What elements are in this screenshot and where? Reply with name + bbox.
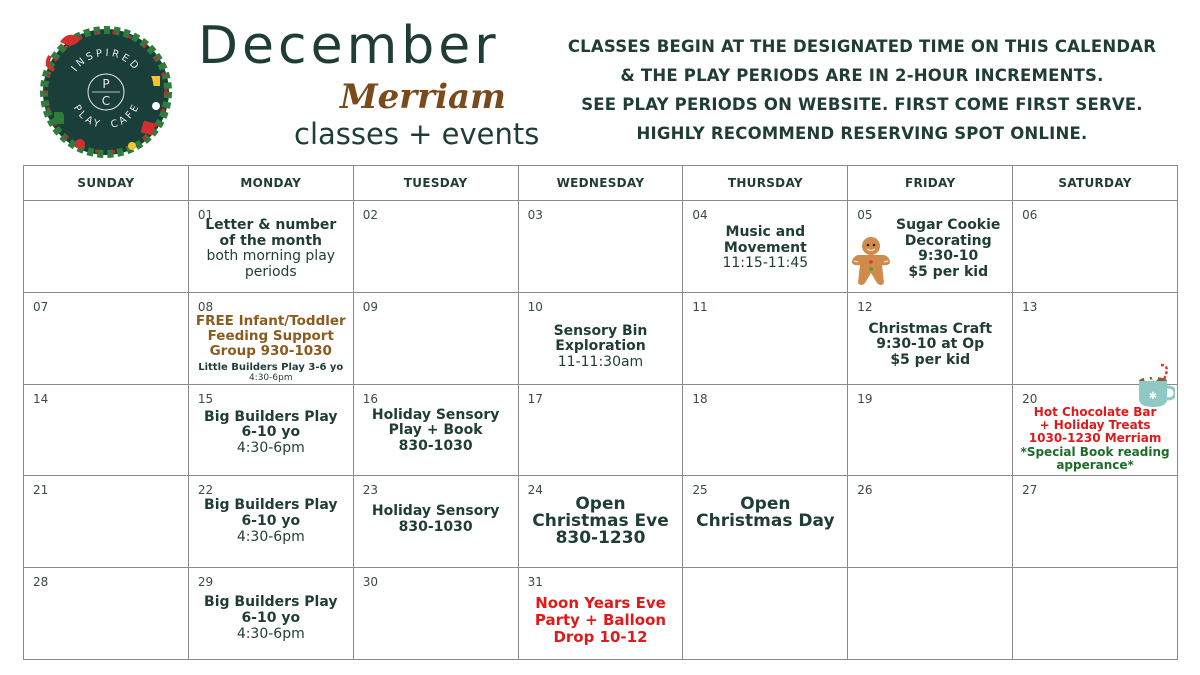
day-cell-21 [24,476,189,568]
calendar-location: Merriam [340,77,507,117]
event-title: Movement [723,239,807,256]
day-cell-empty [24,201,189,293]
event-title: Christmas Eve [532,511,669,532]
event-title: Little Builders Play 3-6 yo [198,361,344,373]
weekday-header-saturday: SATURDAY [1013,166,1178,201]
event-sugar-cookie [884,218,1012,281]
event-time: 9:30-10 [918,248,979,265]
notice-line: CLASSES BEGIN AT THE DESIGNATED TIME ON THIS CALENDAR [567,37,1157,56]
day-number: 22 [197,483,214,498]
event-little-builders [189,362,353,383]
event-sensory-bin [519,324,683,371]
day-cell-29 [189,568,354,660]
day-cell-22 [189,476,354,568]
event-price: $5 per kid [908,264,989,281]
day-number: 21 [33,483,49,498]
event-noon-years-eve [519,595,683,645]
event-christmas-craft [848,322,1012,369]
event-time: 9:30-10 at Op [876,336,985,353]
day-number: 30 [362,575,378,590]
day-cell-03 [519,201,684,293]
day-cell-empty [1013,568,1178,660]
day-cell-empty [683,568,848,660]
notice-text [548,32,1176,148]
logo-text-play: PLAY [70,103,104,131]
day-cell-01 [189,201,354,293]
event-music-movement [683,225,847,272]
day-number: 31 [527,575,543,590]
day-number: 01 [197,208,214,222]
calendar-month-title: December [198,16,500,76]
day-number: 29 [197,575,214,590]
day-number: 27 [1022,483,1038,498]
event-note: apperance* [1056,458,1134,473]
event-title: Party + Balloon [534,610,667,629]
day-cell-10 [519,293,684,385]
day-cell-09 [354,293,519,385]
event-title: Play + Book [388,422,483,439]
day-cell-17 [519,385,684,477]
day-number: 19 [857,391,873,406]
weekday-header-wednesday: WEDNESDAY [519,166,684,201]
weekday-header-tuesday: TUESDAY [354,166,519,201]
logo-text-inspired: INSPIRED [69,47,143,74]
day-number: 12 [857,299,873,314]
event-time: 830-1230 [555,528,646,549]
event-title: Feeding Support [207,327,334,344]
day-cell-07 [24,293,189,385]
event-time: 4:30-6pm [248,372,293,383]
event-title: Noon Years Eve [535,594,666,613]
day-number: 23 [362,483,378,498]
hot-chocolate-mug-icon [1135,363,1175,409]
event-title: Decorating [904,232,992,249]
notice-line: SEE PLAY PERIODS ON WEBSITE. FIRST COME FIRST SERVE. [581,95,1143,114]
event-title: Exploration [555,338,646,355]
event-title: Holiday Sensory [371,406,500,423]
event-title: Big Builders Play [204,408,338,425]
day-cell-24 [519,476,684,568]
event-feeding-support [181,314,361,359]
weekday-header-monday: MONDAY [189,166,354,201]
day-cell-05 [848,201,1013,293]
day-cell-15 [189,385,354,477]
event-title: Letter & number [205,217,337,233]
event-holiday-sensory [354,408,518,455]
day-cell-08 [189,293,354,385]
event-title: Christmas Day [696,511,835,532]
event-title: Holiday Sensory [371,503,500,520]
event-holiday-sensory [354,504,518,535]
day-cell-empty [848,568,1013,660]
event-title: + Holiday Treats [1039,418,1151,433]
event-detail: periods [244,264,297,281]
day-cell-31 [519,568,684,660]
event-open-christmas-eve [519,496,683,547]
day-cell-30 [354,568,519,660]
event-price: $5 per kid [890,352,971,369]
day-cell-11 [683,293,848,385]
day-cell-14 [24,385,189,477]
day-number: 24 [527,483,543,498]
event-detail: both morning play [206,248,336,265]
day-cell-16 [354,385,519,477]
day-number: 03 [527,208,543,222]
event-age: 6-10 yo [241,609,301,626]
day-cell-26 [848,476,1013,568]
event-note: *Special Book reading [1020,444,1170,459]
day-cell-02 [354,201,519,293]
event-time: 11-11:30am [557,354,644,371]
event-title: of the month [219,232,322,249]
notice-line: & THE PLAY PERIODS ARE IN 2-HOUR INCREMENTS. [620,66,1104,85]
event-title: Big Builders Play [204,497,338,514]
event-time: 4:30-6pm [236,439,305,456]
event-open-christmas-day [683,496,847,530]
weekday-header-friday: FRIDAY [848,166,1013,201]
event-time: Drop 10-12 [553,627,648,646]
weekday-header-sunday: SUNDAY [24,166,189,201]
day-number: 17 [527,391,543,406]
day-cell-28 [24,568,189,660]
logo-letter-c: C [101,94,111,108]
day-number: 07 [33,299,49,314]
logo-text-cafe: CAFE [109,100,143,131]
day-cell-06 [1013,201,1178,293]
svg-text:✱: ✱ [1148,390,1158,402]
event-title: Sensory Bin [553,322,648,339]
event-title: Big Builders Play [204,594,338,611]
day-number: 05 [857,208,873,222]
event-time: 830-1030 [398,519,473,536]
day-number: 10 [527,299,543,314]
event-time: 11:15-11:45 [722,255,809,272]
event-big-builders [189,498,353,545]
day-cell-27 [1013,476,1178,568]
logo-letter-p: P [102,77,110,91]
day-number: 11 [692,299,708,314]
event-title: Music and [725,224,806,240]
day-number: 04 [692,208,708,222]
day-number: 18 [692,391,708,406]
event-time: 1030-1230 Merriam [1028,431,1162,446]
day-number: 09 [362,299,378,314]
event-time: 4:30-6pm [236,625,305,642]
day-cell-23 [354,476,519,568]
event-age: 6-10 yo [241,424,301,441]
day-number: 15 [197,391,214,406]
day-number: 26 [857,483,873,498]
event-big-builders [189,595,353,642]
event-age: 6-10 yo [241,513,301,530]
event-title: Christmas Craft [868,320,993,337]
event-title: Open [575,494,626,515]
notice-line: HIGHLY RECOMMEND RESERVING SPOT ONLINE. [636,124,1088,143]
day-number: 20 [1022,391,1038,406]
event-time: 4:30-6pm [236,528,305,545]
event-time: 830-1030 [398,437,473,454]
day-number: 06 [1022,208,1038,222]
event-time: Group 930-1030 [209,343,332,360]
weekday-header-thursday: THURSDAY [683,166,848,201]
day-cell-18 [683,385,848,477]
calendar-grid [23,165,1178,660]
event-title: Sugar Cookie [896,217,1001,233]
day-number: 28 [33,575,49,590]
event-title: Hot Chocolate Bar [1033,404,1157,419]
inspired-play-cafe-logo [40,26,172,158]
day-number: 14 [33,391,49,406]
event-title: FREE Infant/Toddler [195,312,346,329]
day-number: 13 [1022,299,1038,314]
day-cell-19 [848,385,1013,477]
day-number: 25 [692,483,708,498]
day-cell-25 [683,476,848,568]
day-number: 08 [197,299,214,314]
calendar-subtitle: classes + events [294,117,540,151]
event-hot-chocolate-bar [1009,406,1181,473]
event-title: Open [740,494,791,515]
event-letter-number [189,218,353,281]
day-cell-04 [683,201,848,293]
day-cell-12 [848,293,1013,385]
day-number: 16 [362,391,378,406]
day-cell-20 [1013,385,1178,477]
event-big-builders [189,410,353,457]
day-number: 02 [362,208,378,222]
